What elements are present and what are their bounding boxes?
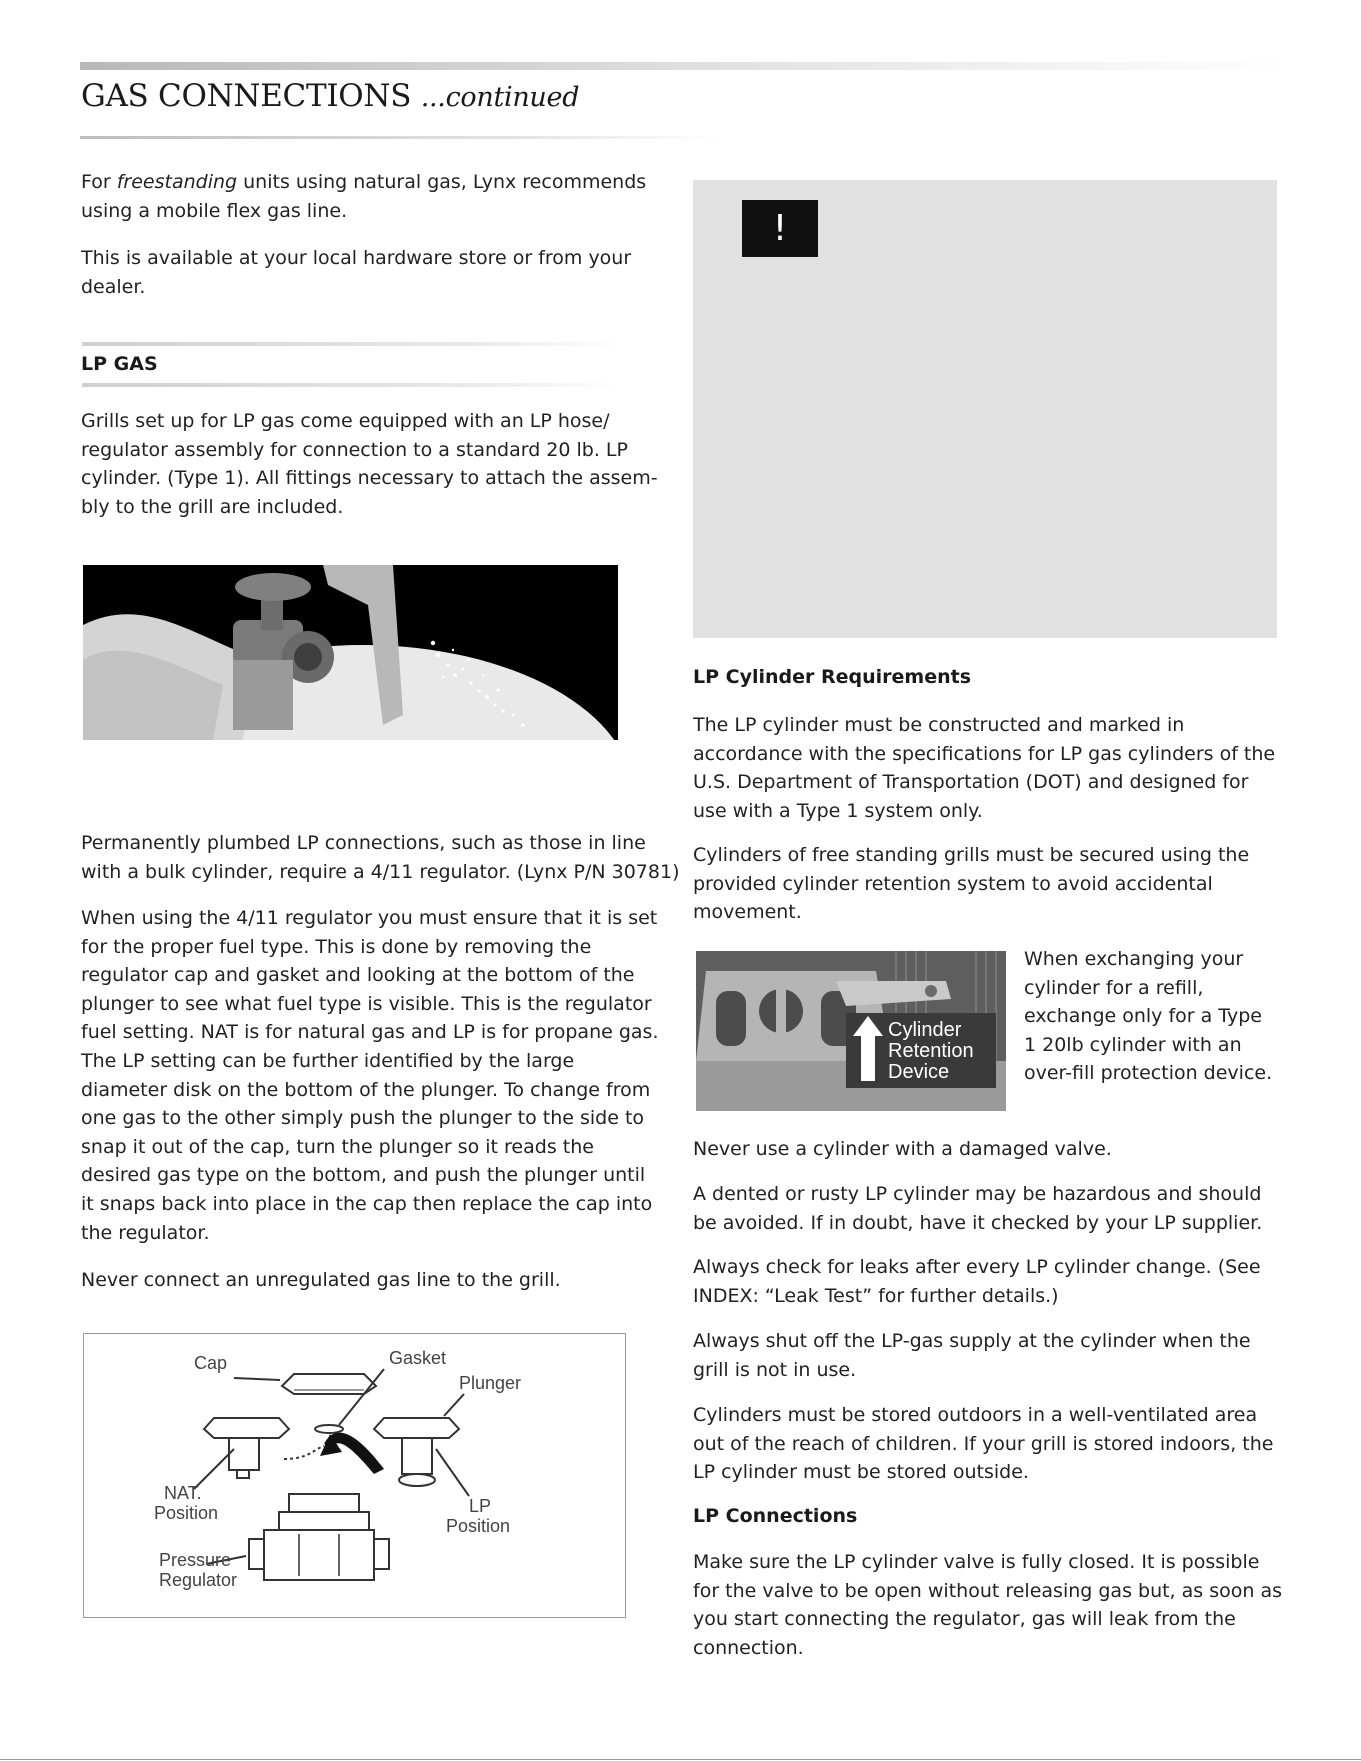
diagram-label-nat-1: NAT. <box>164 1483 202 1503</box>
diagram-label-gasket: Gasket <box>389 1348 447 1368</box>
regulator-diagram <box>83 1333 626 1618</box>
diagram-label-lp-1: LP <box>469 1496 492 1516</box>
retention-label-line-3: Device <box>888 1061 950 1083</box>
unregulated-warning-paragraph: Never connect an unregulated gas line to the grill. <box>81 1269 561 1291</box>
retention-label-line-1: Cylinder <box>888 1019 962 1041</box>
requirements-paragraph-2: Cylinders of free standing grills must be secured using the provided cylinder retention system to avoid accidental movement. <box>693 844 1250 924</box>
regulator-paragraph: When using the 4/11 regulator you must ensure that it is set for the proper fuel type. This is done by removing the regulator cap and gasket and looking at the bottom of the plunger to see what fuel type is visible. This is the regulator fuel setting. NAT is for natural gas and LP is for propane gas. The LP setting can be further identified by the large diameter disk on the bottom of the plunger. To change from one gas to the other simply push the plunger to the side to snap it out of the cap, turn the plunger so it reads the desired gas type on the bottom, and push the plunger until it snaps back into place in the cap then replace the cap into the regulator. <box>81 907 659 1244</box>
lp-gas-paragraph: Grills set up for LP gas come equipped with an LP hose/ regulator assembly for connection to a standard 20 lb. LP cylinder. (Type 1). All fittings necessary to attach the assem-bly to the grill are included. <box>81 410 658 518</box>
page-title-main: GAS CONNECTIONS <box>81 78 421 114</box>
diagram-label-lp-2: Position <box>446 1516 511 1536</box>
lp-cylinder-requirements-heading: LP Cylinder Requirements <box>693 666 972 688</box>
leak-check-paragraph: Always check for leaks after every LP cylinder change. (See INDEX: “Leak Test” for further details.) <box>693 1256 1261 1307</box>
requirements-paragraph-1: The LP cylinder must be constructed and marked in accordance with the specifications for LP gas cylinders of the U.S. Department of Transportation (DOT) and designed for use with a Type 1 system only. <box>693 714 1276 822</box>
dented-cylinder-paragraph: A dented or rusty LP cylinder may be hazardous and should be avoided. If in doubt, have it checked by your LP supplier. <box>693 1183 1263 1234</box>
page-title <box>81 78 579 114</box>
shutoff-paragraph: Always shut off the LP-gas supply at the cylinder when the grill is not in use. <box>693 1330 1251 1381</box>
cylinder-retention-illustration <box>696 951 1006 1111</box>
page-title-suffix: ...continued <box>420 82 580 113</box>
permanent-plumbed-paragraph: Permanently plumbed LP connections, such as those in line with a bulk cylinder, require a 4/11 regulator. (Lynx P/N 30781) <box>81 832 680 883</box>
diagram-label-nat-2: Position <box>154 1503 219 1523</box>
cylinder-valve-illustration <box>83 565 618 740</box>
diagram-label-pressure-1: Pressure <box>159 1550 232 1570</box>
storage-paragraph: Cylinders must be stored outdoors in a well-ventilated area out of the reach of children. If your grill is stored indoors, the LP cylinder must be stored outside. <box>693 1404 1274 1484</box>
intro-p1-pre: For <box>81 171 117 193</box>
diagram-label-pressure-2: Regulator <box>159 1570 238 1590</box>
retention-label-line-2: Retention <box>888 1040 974 1062</box>
damaged-valve-paragraph: Never use a cylinder with a damaged valve. <box>693 1138 1112 1160</box>
exchange-paragraph: When exchanging your cylinder for a refill, exchange only for a Type 1 20lb cylinder with an over-fill protection device. <box>1024 948 1273 1085</box>
section-rule-top <box>82 342 622 346</box>
lp-gas-heading: LP GAS <box>81 353 158 375</box>
title-underline <box>80 136 720 139</box>
diagram-label-plunger: Plunger <box>459 1373 522 1393</box>
lp-connections-heading: LP Connections <box>693 1505 858 1527</box>
intro-p1-post: units using natural gas, Lynx recommends using a mobile flex gas line. <box>81 171 647 222</box>
intro-p1-emphasis: freestanding <box>116 171 238 193</box>
diagram-label-cap: Cap <box>194 1353 228 1373</box>
intro-paragraph-2: This is available at your local hardware store or from your dealer. <box>81 247 632 298</box>
lp-connections-paragraph: Make sure the LP cylinder valve is fully closed. It is possible for the valve to be open without releasing gas but, as soon as you start connecting the regulator, gas will leak from the connection. <box>693 1551 1282 1659</box>
warning-exclamation-icon: ! <box>742 200 818 257</box>
section-rule-bottom <box>82 383 622 387</box>
cylinder-retention-photo <box>696 951 1006 1111</box>
footer-rule <box>0 1759 1361 1760</box>
intro-paragraph-1 <box>81 168 681 225</box>
cylinder-valve-photo <box>83 565 618 740</box>
regulator-parts-illustration <box>84 1334 625 1617</box>
header-top-bar <box>80 62 1290 70</box>
